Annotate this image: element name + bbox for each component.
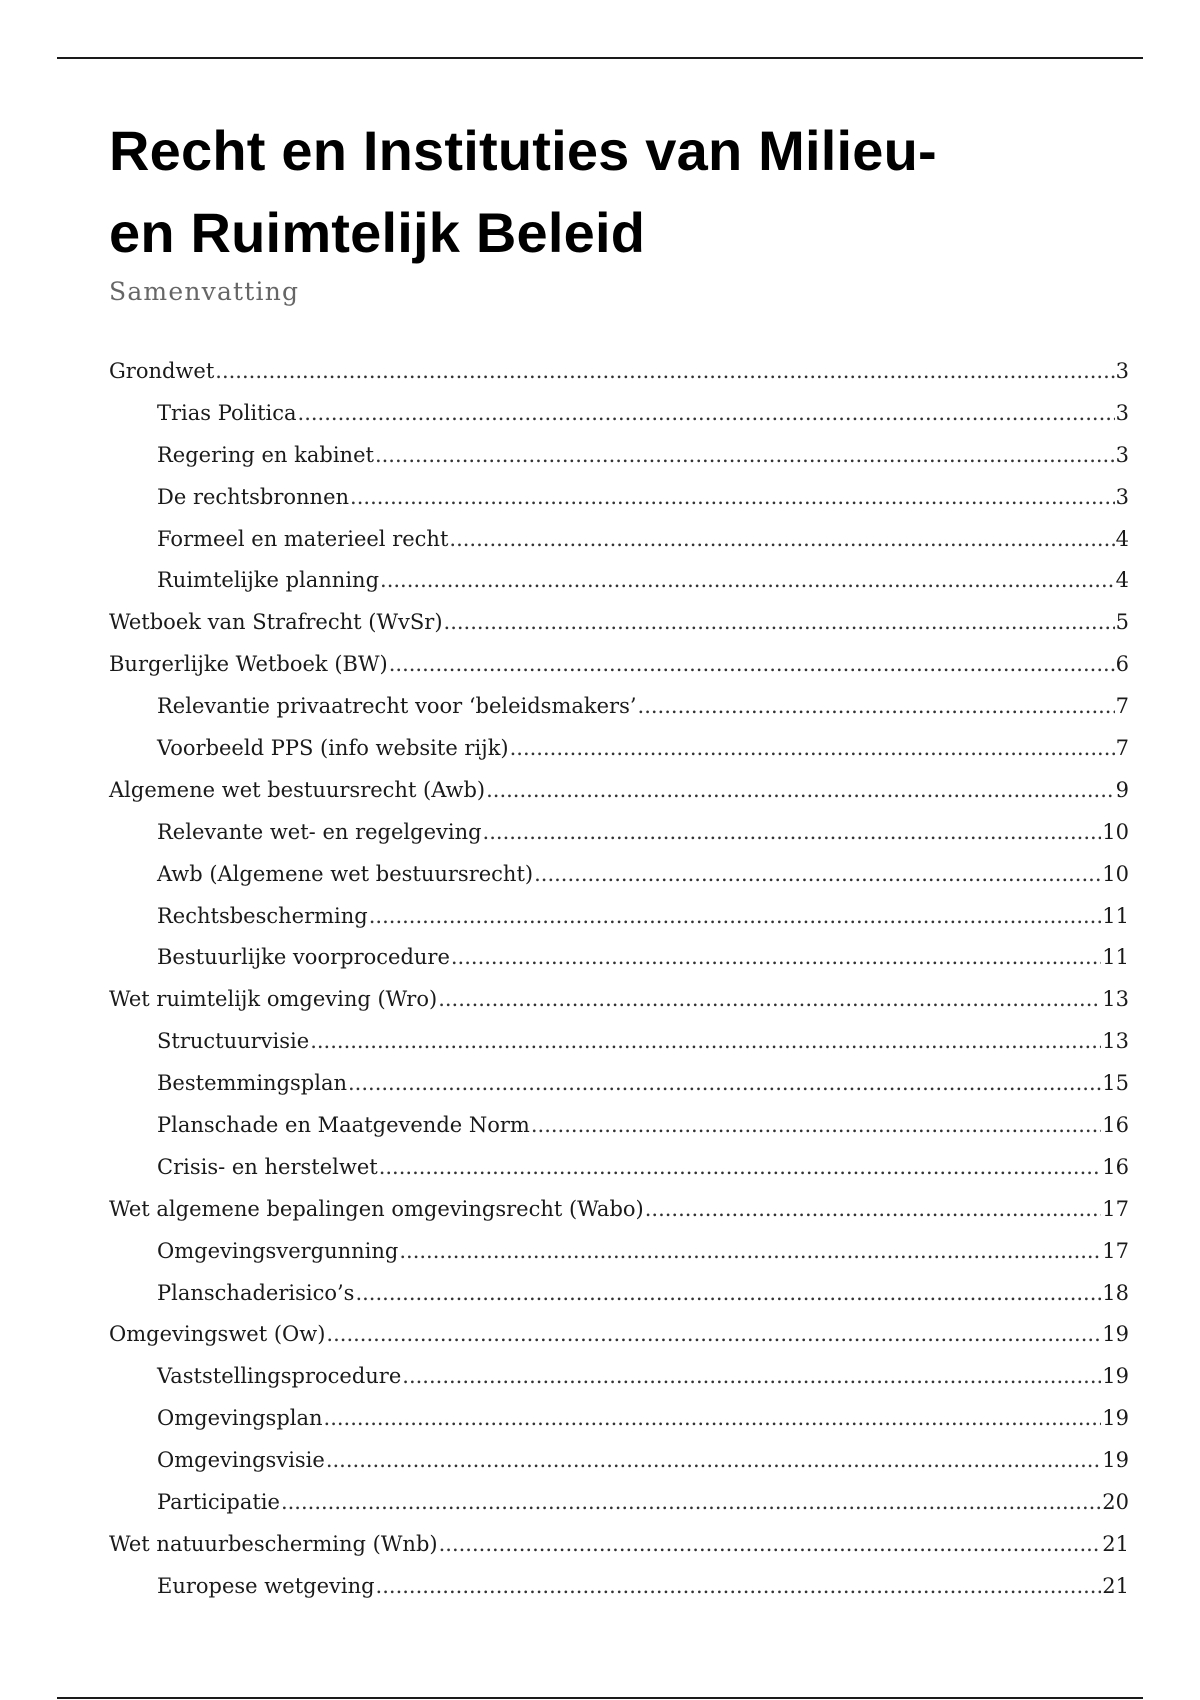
toc-entry[interactable] (109, 1482, 1129, 1524)
toc-entry-label: Omgevingsplan (157, 1406, 323, 1431)
toc-dot-leader (350, 477, 1115, 519)
toc-entry-label: De rechtsbronnen (157, 484, 350, 509)
toc-entry-label: Participatie (157, 1490, 280, 1515)
toc-entry[interactable] (109, 1566, 1129, 1608)
toc-page-number: 7 (1115, 694, 1129, 719)
toc-page-number: 15 (1102, 1071, 1129, 1096)
toc-dot-leader (449, 519, 1114, 561)
toc-entry-label: Burgerlijke Wetboek (BW) (109, 652, 388, 677)
toc-entry[interactable] (109, 1356, 1129, 1398)
toc-page-number: 19 (1102, 1406, 1129, 1431)
toc-page-number: 7 (1115, 736, 1129, 761)
toc-dot-leader (389, 644, 1115, 686)
toc-entry-label: Bestemmingsplan (157, 1071, 347, 1096)
toc-entry[interactable] (109, 937, 1129, 979)
toc-dot-leader (375, 435, 1115, 477)
toc-page-number: 10 (1102, 861, 1129, 886)
toc-dot-leader (486, 770, 1115, 812)
toc-entry-label: Wet algemene bepalingen omgevingsrecht (Wabo) (109, 1196, 644, 1221)
toc-page-number: 4 (1115, 568, 1129, 593)
toc-entry[interactable] (109, 686, 1129, 728)
toc-dot-leader (379, 1147, 1102, 1189)
toc-entry-label: Europese wetgeving (157, 1573, 375, 1598)
toc-page-number: 11 (1102, 945, 1129, 970)
toc-entry-label: Omgevingsvergunning (157, 1238, 399, 1263)
toc-page-number: 3 (1115, 359, 1129, 383)
toc-page-number: 6 (1115, 652, 1129, 677)
toc-entry-label: Wet natuurbescherming (Wnb) (109, 1531, 438, 1556)
toc-entry[interactable] (109, 560, 1129, 602)
toc-entry-label: Omgevingswet (Ow) (109, 1322, 326, 1347)
toc-entry[interactable] (109, 979, 1129, 1021)
toc-entry-label: Planschade en Maatgevende Norm (157, 1113, 530, 1138)
document-subtitle: Samenvatting (109, 277, 300, 306)
title-line-2: en Ruimtelijk Beleid (109, 201, 646, 264)
toc-entry[interactable] (109, 1231, 1129, 1273)
title-line-1: Recht en Instituties van Milieu- (109, 119, 937, 182)
toc-entry-label: Voorbeeld PPS (info website rijk) (157, 736, 509, 761)
toc-dot-leader (326, 1314, 1101, 1356)
toc-entry-label: Wet ruimtelijk omgeving (Wro) (109, 987, 438, 1012)
toc-dot-leader (376, 1566, 1102, 1608)
toc-dot-leader (438, 979, 1101, 1021)
toc-entry[interactable] (109, 393, 1129, 435)
toc-dot-leader (510, 728, 1115, 770)
toc-page-number: 11 (1102, 903, 1129, 928)
toc-entry-label: Awb (Algemene wet bestuursrecht) (157, 861, 534, 886)
toc-page-number: 21 (1102, 1573, 1129, 1598)
toc-page-number: 18 (1102, 1280, 1129, 1305)
toc-page-number: 19 (1102, 1322, 1129, 1347)
toc-entry-label: Omgevingsvisie (157, 1448, 325, 1473)
toc-entry[interactable] (109, 770, 1129, 812)
toc-page-number: 19 (1102, 1364, 1129, 1389)
toc-page-number: 4 (1115, 526, 1129, 551)
toc-entry-label: Structuurvisie (157, 1029, 310, 1054)
toc-page-number: 20 (1102, 1490, 1129, 1515)
toc-entry[interactable] (109, 728, 1129, 770)
toc-entry[interactable] (109, 812, 1129, 854)
toc-entry-label: Trias Politica (157, 400, 297, 425)
toc-page-number: 16 (1102, 1113, 1129, 1138)
toc-dot-leader (281, 1482, 1101, 1524)
toc-page-number: 10 (1102, 819, 1129, 844)
toc-entry-label: Crisis- en herstelwet (157, 1154, 378, 1179)
toc-entry[interactable] (109, 1105, 1129, 1147)
toc-dot-leader (310, 1021, 1101, 1063)
toc-dot-leader (439, 1524, 1102, 1566)
toc-dot-leader (483, 812, 1102, 854)
toc-entry[interactable] (109, 854, 1129, 896)
toc-entry[interactable] (109, 1021, 1129, 1063)
toc-entry[interactable] (109, 1147, 1129, 1189)
toc-page-number: 13 (1102, 1029, 1129, 1054)
toc-dot-leader (369, 896, 1102, 938)
toc-entry[interactable] (109, 644, 1129, 686)
toc-entry-label: Regering en kabinet (157, 442, 374, 467)
toc-page-number: 19 (1102, 1448, 1129, 1473)
toc-entry[interactable] (109, 351, 1129, 393)
toc-entry-label: Algemene wet bestuursrecht (Awb) (109, 777, 486, 802)
toc-dot-leader (645, 1189, 1102, 1231)
header-rule (57, 57, 1143, 59)
toc-dot-leader (534, 854, 1101, 896)
toc-entry-label: Ruimtelijke planning (157, 568, 380, 593)
toc-entry-label: Formeel en materieel recht (157, 526, 449, 551)
toc-dot-leader (355, 1273, 1101, 1315)
toc-page-number: 5 (1115, 610, 1129, 635)
toc-entry-label: Wetboek van Strafrecht (WvSr) (109, 610, 443, 635)
toc-page-number: 17 (1102, 1196, 1129, 1221)
toc-page-number: 3 (1115, 484, 1129, 509)
toc-entry-label: Relevantie privaatrecht voor ‘beleidsmakers’ (157, 694, 637, 719)
toc-dot-leader (399, 1231, 1101, 1273)
toc-entry[interactable] (109, 519, 1129, 561)
toc-page-number: 3 (1115, 400, 1129, 425)
toc-dot-leader (638, 686, 1115, 728)
toc-entry[interactable] (109, 896, 1129, 938)
toc-dot-leader (451, 937, 1101, 979)
document-title (109, 110, 1109, 274)
toc-page-number: 9 (1115, 777, 1129, 802)
toc-dot-leader (531, 1105, 1101, 1147)
toc-entry-label: Relevante wet- en regelgeving (157, 819, 482, 844)
toc-page-number: 3 (1115, 442, 1129, 467)
toc-entry-label: Planschaderisico’s (157, 1280, 355, 1305)
toc-entry-label: Grondwet (109, 359, 215, 383)
toc-dot-leader (326, 1440, 1101, 1482)
toc-entry[interactable] (109, 435, 1129, 477)
toc-page-number: 17 (1102, 1238, 1129, 1263)
toc-dot-leader (380, 560, 1115, 602)
toc-page-number: 16 (1102, 1154, 1129, 1179)
toc-entry[interactable] (109, 1273, 1129, 1315)
toc-dot-leader (298, 393, 1115, 435)
toc-dot-leader (444, 602, 1115, 644)
toc-entry[interactable] (109, 1314, 1129, 1356)
toc-entry[interactable] (109, 1524, 1129, 1566)
toc-entry-label: Vaststellingsprocedure (157, 1364, 402, 1389)
toc-page-number: 13 (1102, 987, 1129, 1012)
toc-entry[interactable] (109, 1440, 1129, 1482)
toc-dot-leader (324, 1398, 1102, 1440)
footer-rule (57, 1697, 1143, 1699)
toc-page-number: 21 (1102, 1531, 1129, 1556)
toc-entry-label: Bestuurlijke voorprocedure (157, 945, 450, 970)
toc-entry[interactable] (109, 602, 1129, 644)
toc-entry[interactable] (109, 1063, 1129, 1105)
toc-entry[interactable] (109, 1398, 1129, 1440)
toc-entry[interactable] (109, 477, 1129, 519)
toc-entry[interactable] (109, 1189, 1129, 1231)
toc-dot-leader (402, 1356, 1101, 1398)
toc-dot-leader (348, 1063, 1101, 1105)
toc-dot-leader (215, 351, 1114, 393)
table-of-contents (109, 351, 1129, 1608)
toc-entry-label: Rechtsbescherming (157, 903, 368, 928)
